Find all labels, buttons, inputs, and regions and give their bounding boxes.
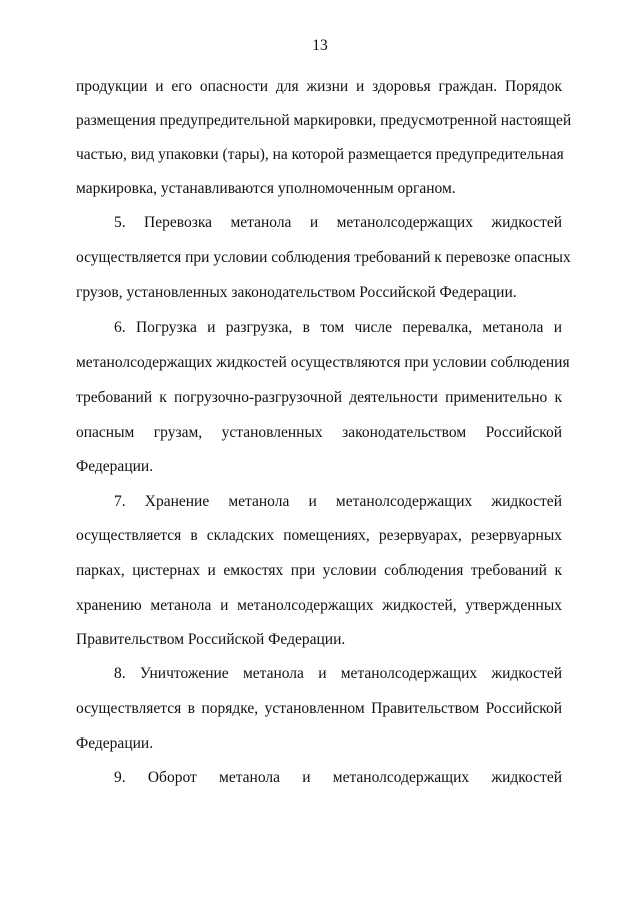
text-line: продукции и его опасности для жизни и здоровья граждан. Порядок (76, 78, 562, 95)
text-line: осуществляется в порядке, установленном Правительством Российской (76, 700, 562, 717)
text-line: 8. Уничтожение метанола и метанолсодержащих жидкостей (114, 665, 562, 682)
text-line: 7. Хранение метанола и метанолсодержащих жидкостей (114, 493, 562, 510)
page-number: 13 (312, 37, 328, 54)
text-line: осуществляется в складских помещениях, резервуарах, резервуарных (76, 527, 562, 544)
text-line: 5. Перевозка метанола и метанолсодержащих жидкостей (114, 214, 562, 231)
text-line: 6. Погрузка и разгрузка, в том числе перевалка, метанола и (114, 319, 562, 336)
text-line: метанолсодержащих жидкостей осуществляются при условии соблюдения (76, 354, 570, 371)
text-line: опасным грузам, установленных законодательством Российской (76, 424, 562, 441)
text-line: частью, вид упаковки (тары), на которой размещается предупредительная (76, 146, 564, 163)
text-line: осуществляется при условии соблюдения требований к перевозке опасных (76, 249, 571, 266)
text-line: Федерации. (76, 458, 154, 475)
text-line: маркировка, устанавливаются уполномоченным органом. (76, 180, 456, 197)
text-line: Федерации. (76, 735, 154, 752)
text-line: Правительством Российской Федерации. (76, 631, 346, 648)
text-line: 9. Оборот метанола и метанолсодержащих жидкостей (114, 769, 562, 786)
text-line: хранению метанола и метанолсодержащих жидкостей, утвержденных (76, 597, 562, 614)
text-line: парках, цистернах и емкостях при условии соблюдения требований к (76, 562, 562, 579)
text-line: требований к погрузочно-разгрузочной деятельности применительно к (76, 389, 562, 406)
text-line: грузов, установленных законодательством Российской Федерации. (76, 284, 517, 301)
text-line: размещения предупредительной маркировки, предусмотренной настоящей (76, 112, 572, 129)
